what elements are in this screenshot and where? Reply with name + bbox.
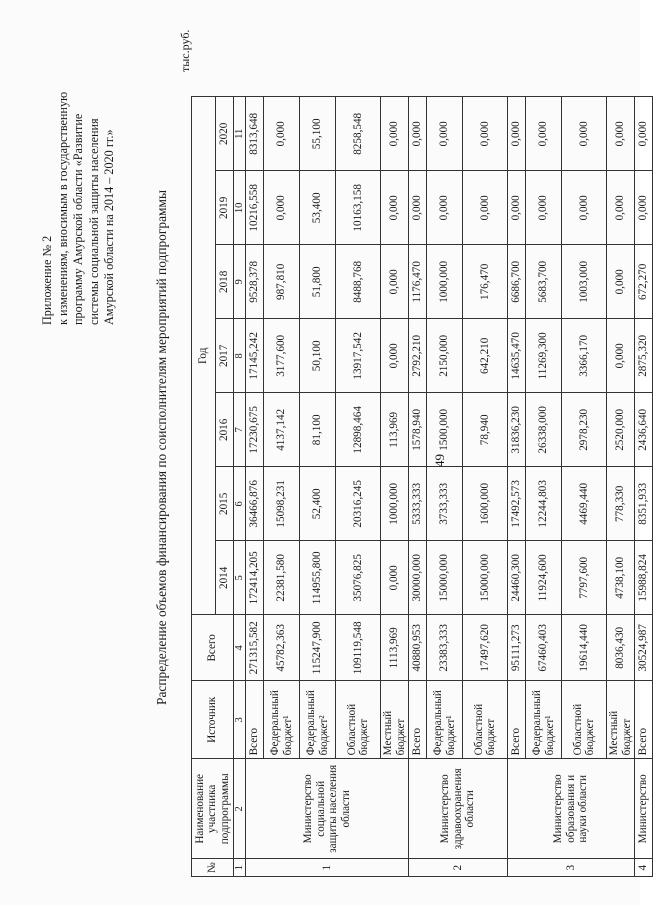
year-value-cell: 1578,940 — [409, 393, 427, 467]
year-value-cell: 0,000 — [607, 245, 635, 319]
appendix-line: программу Амурской области «Развитие — [71, 113, 86, 325]
table-title: Распределение объемов финансирования по соисполнителям мероприятий подпрограммы — [154, 190, 169, 705]
column-number: 9 — [234, 245, 246, 319]
year-value-cell: 0,000 — [607, 171, 635, 245]
year-value-cell: 15000,000 — [463, 541, 508, 615]
participant-name: Министерство социальной защиты населения области — [246, 759, 409, 859]
year-value-cell: 0,000 — [562, 97, 607, 171]
table-row — [409, 97, 427, 877]
year-value-cell: 8488,768 — [336, 245, 381, 319]
participant-name: Министерство образования и науки области — [508, 759, 635, 859]
year-value-cell: 3733,333 — [427, 467, 463, 541]
total-cell: 95111,273 — [508, 615, 526, 681]
year-value-cell: 17230,675 — [246, 393, 264, 467]
source-cell: Местный бюджет — [607, 681, 635, 759]
source-cell: Областной бюджет — [463, 681, 508, 759]
total-cell: 271315,582 — [246, 615, 264, 681]
total-cell: 19614,440 — [562, 615, 607, 681]
year-value-cell: 53,400 — [300, 171, 336, 245]
year-value-cell: 642,210 — [463, 319, 508, 393]
total-cell: 115247,900 — [300, 615, 336, 681]
year-value-cell: 2520,000 — [607, 393, 635, 467]
total-cell: 1113,969 — [381, 615, 409, 681]
year-value-cell: 35076,825 — [336, 541, 381, 615]
year-value-cell: 5683,700 — [526, 245, 562, 319]
table-row — [635, 97, 653, 877]
year-value-cell: 15988,824 — [635, 541, 653, 615]
year-value-cell: 0,000 — [562, 171, 607, 245]
header-row — [192, 97, 216, 877]
source-cell: Федеральный бюджет¹ — [264, 681, 300, 759]
year-value-cell: 11924,600 — [526, 541, 562, 615]
year-value-cell: 0,000 — [607, 97, 635, 171]
column-number: 6 — [234, 467, 246, 541]
header-year: 2019 — [216, 171, 234, 245]
year-value-cell: 0,000 — [427, 171, 463, 245]
year-value-cell: 24460,300 — [508, 541, 526, 615]
total-cell: 17497,620 — [463, 615, 508, 681]
total-cell: 40880,953 — [409, 615, 427, 681]
source-cell: Всего — [246, 681, 264, 759]
column-number: 3 — [234, 681, 246, 759]
year-value-cell: 7797,600 — [562, 541, 607, 615]
year-value-cell: 12244,803 — [526, 467, 562, 541]
year-value-cell: 31836,230 — [508, 393, 526, 467]
source-cell: Местный бюджет — [381, 681, 409, 759]
year-value-cell: 6686,700 — [508, 245, 526, 319]
year-value-cell: 0,000 — [607, 319, 635, 393]
year-value-cell: 12898,464 — [336, 393, 381, 467]
year-value-cell: 2875,320 — [635, 319, 653, 393]
year-value-cell: 55,100 — [300, 97, 336, 171]
row-index: 4 — [635, 859, 653, 877]
year-value-cell: 2436,640 — [635, 393, 653, 467]
year-value-cell: 0,000 — [381, 319, 409, 393]
header-total: Всего — [192, 615, 234, 681]
year-value-cell: 114955,800 — [300, 541, 336, 615]
year-value-cell: 4738,100 — [607, 541, 635, 615]
year-value-cell: 11269,300 — [526, 319, 562, 393]
participant-name: Министерство — [635, 759, 653, 859]
year-value-cell: 0,000 — [381, 541, 409, 615]
year-value-cell: 13917,542 — [336, 319, 381, 393]
year-value-cell: 51,800 — [300, 245, 336, 319]
column-number: 2 — [234, 759, 246, 859]
column-number: 5 — [234, 541, 246, 615]
row-index: 3 — [508, 859, 635, 877]
year-value-cell: 4469,440 — [562, 467, 607, 541]
source-cell: Всего — [635, 681, 653, 759]
year-value-cell: 0,000 — [526, 97, 562, 171]
header-year: 2018 — [216, 245, 234, 319]
source-cell: Всего — [409, 681, 427, 759]
total-cell: 45782,363 — [264, 615, 300, 681]
year-value-cell: 0,000 — [508, 171, 526, 245]
year-value-cell: 36466,876 — [246, 467, 264, 541]
total-cell: 67460,403 — [526, 615, 562, 681]
table-row — [508, 97, 526, 877]
column-number: 10 — [234, 171, 246, 245]
appendix-block — [40, 0, 117, 325]
year-value-cell: 3366,170 — [562, 319, 607, 393]
year-value-cell: 2792,210 — [409, 319, 427, 393]
column-number: 4 — [234, 615, 246, 681]
column-number: 11 — [234, 97, 246, 171]
participant-name: Министерство здравоохранения области — [409, 759, 508, 859]
year-value-cell: 2978,230 — [562, 393, 607, 467]
source-cell: Федеральный бюджет¹ — [427, 681, 463, 759]
year-value-cell: 3177,600 — [264, 319, 300, 393]
year-value-cell: 78,940 — [463, 393, 508, 467]
unit-label: тыс.руб. — [178, 29, 192, 72]
header-year: 2017 — [216, 319, 234, 393]
year-value-cell: 5333,333 — [409, 467, 427, 541]
source-cell: Областной бюджет — [562, 681, 607, 759]
year-value-cell: 8313,648 — [246, 97, 264, 171]
source-cell: Областной бюджет — [336, 681, 381, 759]
year-value-cell: 17492,573 — [508, 467, 526, 541]
appendix-title: Приложение № 2 — [40, 235, 54, 325]
appendix-line: Амурской области на 2014 – 2020 гг.» — [101, 129, 116, 325]
year-value-cell: 0,000 — [526, 171, 562, 245]
year-value-cell: 778,330 — [607, 467, 635, 541]
total-cell: 109119,548 — [336, 615, 381, 681]
year-value-cell: 0,000 — [264, 97, 300, 171]
year-value-cell: 1000,000 — [427, 245, 463, 319]
column-number-row — [234, 97, 246, 877]
column-number: 7 — [234, 393, 246, 467]
source-cell: Федеральный бюджет² — [300, 681, 336, 759]
year-value-cell: 1500,000 — [427, 393, 463, 467]
year-value-cell: 0,000 — [381, 97, 409, 171]
year-value-cell: 0,000 — [635, 97, 653, 171]
year-value-cell: 1003,000 — [562, 245, 607, 319]
year-value-cell: 10216,558 — [246, 171, 264, 245]
year-value-cell: 20316,245 — [336, 467, 381, 541]
page-number: 49 — [432, 454, 447, 467]
year-value-cell: 0,000 — [264, 171, 300, 245]
year-value-cell: 81,100 — [300, 393, 336, 467]
year-value-cell: 672,270 — [635, 245, 653, 319]
year-value-cell: 987,810 — [264, 245, 300, 319]
year-value-cell: 15000,000 — [427, 541, 463, 615]
year-value-cell: 10163,158 — [336, 171, 381, 245]
year-value-cell: 4137,142 — [264, 393, 300, 467]
year-value-cell: 0,000 — [463, 97, 508, 171]
year-value-cell: 15098,231 — [264, 467, 300, 541]
year-value-cell: 8351,933 — [635, 467, 653, 541]
year-value-cell: 0,000 — [427, 97, 463, 171]
row-index: 1 — [246, 859, 409, 877]
total-cell: 30524,987 — [635, 615, 653, 681]
year-value-cell: 0,000 — [508, 97, 526, 171]
header-source: Источник — [192, 681, 234, 759]
year-value-cell: 50,100 — [300, 319, 336, 393]
header-year-group: Год — [192, 97, 216, 615]
year-value-cell: 176,470 — [463, 245, 508, 319]
total-cell: 23383,333 — [427, 615, 463, 681]
year-value-cell: 172414,205 — [246, 541, 264, 615]
year-value-cell: 1176,470 — [409, 245, 427, 319]
year-value-cell: 0,000 — [409, 171, 427, 245]
header-year: 2016 — [216, 393, 234, 467]
header-year: 2020 — [216, 97, 234, 171]
year-value-cell: 17145,242 — [246, 319, 264, 393]
column-number: 1 — [234, 859, 246, 877]
header-participant: Наименование участника подпрограммы — [192, 759, 234, 859]
year-value-cell: 8258,548 — [336, 97, 381, 171]
year-value-cell: 14635,470 — [508, 319, 526, 393]
appendix-line: системы социальной защиты населения — [86, 118, 101, 325]
year-value-cell: 0,000 — [409, 97, 427, 171]
year-value-cell: 1600,000 — [463, 467, 508, 541]
year-value-cell: 1000,000 — [381, 467, 409, 541]
source-cell: Всего — [508, 681, 526, 759]
year-value-cell: 0,000 — [381, 171, 409, 245]
column-number: 8 — [234, 319, 246, 393]
year-value-cell: 9528,378 — [246, 245, 264, 319]
table-row — [246, 97, 264, 877]
header-year: 2015 — [216, 467, 234, 541]
year-value-cell: 2150,000 — [427, 319, 463, 393]
year-value-cell: 30000,000 — [409, 541, 427, 615]
year-value-cell: 113,969 — [381, 393, 409, 467]
year-value-cell: 0,000 — [381, 245, 409, 319]
year-value-cell: 52,400 — [300, 467, 336, 541]
header-no: № — [192, 859, 234, 877]
year-value-cell: 26338,000 — [526, 393, 562, 467]
source-cell: Федеральный бюджет¹ — [526, 681, 562, 759]
year-value-cell: 22381,580 — [264, 541, 300, 615]
year-value-cell: 0,000 — [635, 171, 653, 245]
row-index: 2 — [409, 859, 508, 877]
appendix-line: к изменениям, вносимым в государственную — [56, 91, 71, 325]
financing-table — [191, 96, 653, 877]
total-cell: 8036,430 — [607, 615, 635, 681]
header-year: 2014 — [216, 541, 234, 615]
year-value-cell: 0,000 — [463, 171, 508, 245]
